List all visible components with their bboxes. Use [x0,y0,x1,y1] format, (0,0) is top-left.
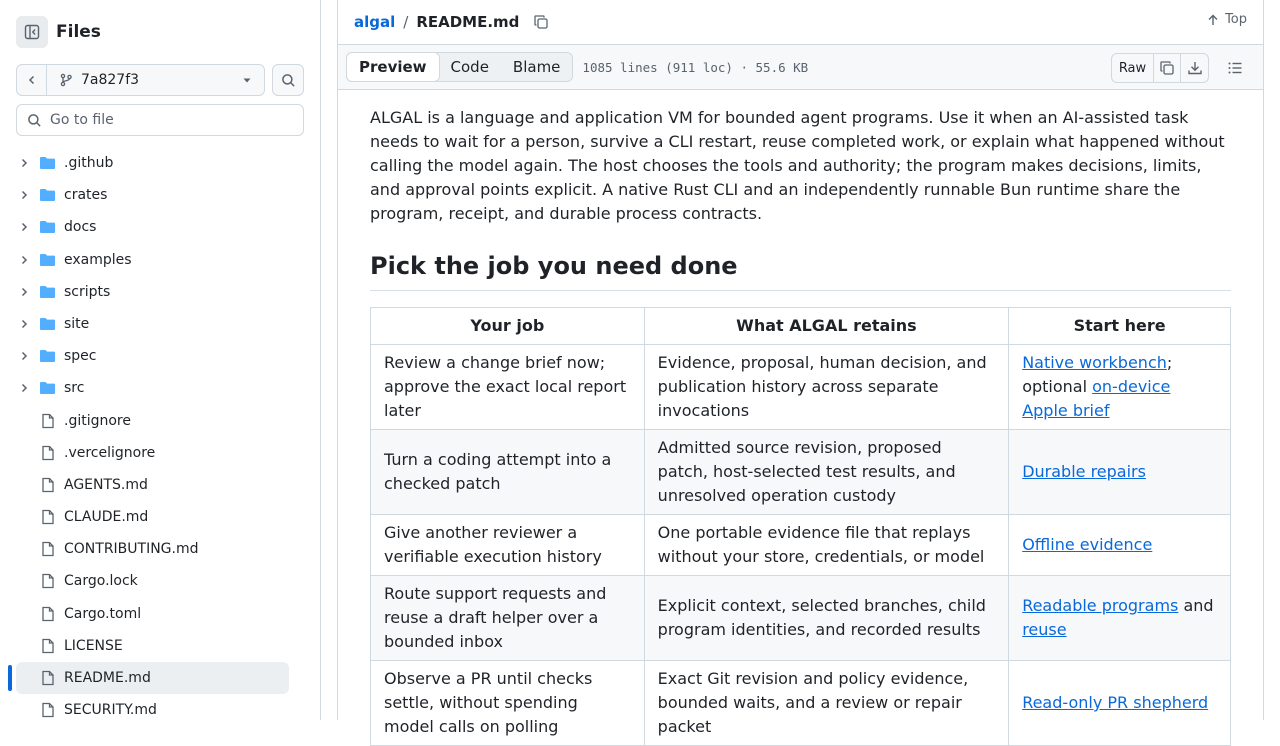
table-cell [1009,345,1231,430]
tree-folder[interactable] [0,179,320,211]
table-link[interactable]: Offline evidence [1022,535,1153,554]
tree-file-label: .vercelignore [64,444,156,461]
copy-path-button[interactable] [529,10,553,34]
tree-file-label: .gitignore [64,412,131,429]
tree-file-label: CONTRIBUTING.md [64,541,199,558]
file-tree-sidebar [0,0,321,720]
search-icon [27,113,42,128]
download-button[interactable] [1181,54,1208,82]
tree-file[interactable] [0,630,320,662]
folder-icon [39,155,56,171]
folder-icon [39,219,56,235]
tree-file[interactable] [0,437,320,469]
tree-file-label: LICENSE [64,637,123,654]
tree-file[interactable] [0,694,320,726]
search-icon [281,73,296,88]
tree-file-label: AGENTS.md [64,476,148,493]
file-icon [40,702,56,718]
tree-file-label: README.md [64,670,151,686]
table-link[interactable]: Read-only PR shepherd [1022,693,1209,712]
arrow-up-icon [1207,14,1219,26]
table-link[interactable]: Native workbench [1022,353,1167,372]
table-header: What ALGAL retains [644,308,1009,345]
folder-icon [39,316,56,332]
go-to-file-input[interactable] [50,112,290,128]
tree-folder[interactable] [0,372,320,404]
table-cell: Route support requests and reuse a draft helper over a bounded inbox [371,576,645,661]
table-cell: Give another reviewer a verifiable execution history [371,515,645,576]
table-cell: Explicit context, selected branches, child program identities, and recorded results [644,576,1009,661]
file-icon [40,670,56,686]
tree-folder-label: docs [64,219,97,236]
search-button[interactable] [272,64,304,96]
table-cell [1009,576,1231,661]
table-header: Start here [1009,308,1231,345]
file-toolbar [338,45,1263,90]
tree-file[interactable] [0,565,320,597]
tree-file-label: CLAUDE.md [64,509,149,526]
breadcrumb-file: README.md [416,13,520,31]
list-outline-icon [1227,60,1243,76]
tree-file-label: Cargo.toml [64,605,142,622]
table-row [371,430,1231,515]
tree-file[interactable] [0,469,320,501]
table-cell: Turn a coding attempt into a checked patch [371,430,645,515]
table-link[interactable]: Readable programs [1022,596,1179,615]
tree-folder-label: examples [64,251,132,268]
chevron-right-icon [18,382,30,394]
tree-folder[interactable] [0,211,320,243]
table-cell: Exact Git revision and policy evidence, bounded waits, and a review or repair packet [644,661,1009,746]
sidebar-header [16,16,101,48]
folder-icon [39,187,56,203]
tab-preview[interactable]: Preview [346,52,440,82]
table-row [371,345,1231,430]
tree-file[interactable] [0,533,320,565]
file-meta: 1085 lines (911 loc) · 55.6 KB [582,59,809,75]
file-actions-group [1111,53,1209,83]
tree-folder-label: src [64,380,85,397]
tree-folder[interactable] [0,308,320,340]
folder-icon [39,252,56,268]
file-icon [40,541,56,557]
chevron-right-icon [18,350,30,362]
tree-folder-label: site [64,315,90,332]
branch-group [16,64,265,96]
folder-icon [39,284,56,300]
tree-folder[interactable] [0,340,320,372]
chevron-right-icon [18,221,30,233]
go-to-file-field[interactable] [16,104,304,136]
chevron-right-icon [18,157,30,169]
table-cell [1009,430,1231,515]
table-cell-text: ; optional [1022,353,1173,396]
table-row [371,661,1231,746]
tab-blame[interactable]: Blame [512,58,561,76]
breadcrumb-repo-link[interactable]: algal [354,13,396,31]
table-header-row [371,308,1231,345]
copy-icon [533,14,549,30]
table-link[interactable]: on-device Apple brief [1022,377,1171,420]
file-icon [40,573,56,589]
table-link[interactable]: reuse [1022,620,1067,639]
branch-row [16,64,304,96]
branch-selector[interactable] [47,65,264,95]
download-icon [1187,60,1203,76]
raw-button[interactable]: Raw [1112,54,1154,82]
tree-folder[interactable] [0,147,320,179]
caret-down-icon [242,75,252,85]
file-view [337,0,1264,736]
table-cell: Review a change brief now; approve the exact local report later [371,345,645,430]
file-icon [40,606,56,622]
back-to-top-link[interactable] [1207,12,1247,27]
chevron-right-icon [18,254,30,266]
tree-file-selected[interactable] [16,662,289,694]
git-branch-icon [59,73,73,87]
table-cell: Admitted source revision, proposed patch, host-selected test results, and unresolved operation custody [644,430,1009,515]
table-cell: Observe a PR until checks settle, without spending model calls on polling [371,661,645,746]
table-cell-text: and [1178,596,1214,615]
table-header: Your job [371,308,645,345]
copy-raw-button[interactable] [1154,54,1181,82]
tree-folder-label: crates [64,187,108,204]
readme-content [338,90,1263,746]
outline-button[interactable] [1223,56,1247,80]
branch-name: 7a827f3 [81,72,140,88]
collapse-sidebar-button[interactable] [16,16,48,48]
breadcrumb-bar [338,0,1263,45]
sidebar-collapse-icon [24,24,40,40]
tree-file[interactable] [0,501,320,533]
table-cell [1009,661,1231,746]
folder-icon [39,348,56,364]
table-row [371,576,1231,661]
tree-folder-label: spec [64,348,97,365]
tree-folder[interactable] [0,244,320,276]
tree-folder-label: scripts [64,283,111,300]
jobs-table [370,307,1231,746]
file-icon [40,638,56,654]
table-link[interactable]: Durable repairs [1022,462,1146,481]
file-icon [40,509,56,525]
tree-file[interactable] [0,405,320,437]
intro-paragraph: ALGAL is a language and application VM for bounded agent programs. Use it when an AI-assisted task needs to wait for a person, survive a CLI restart, reuse completed work, or explain what happened without calling the model again. The host chooses the tools and authority; the program makes decisions, limits, and approval points explicit. A native Rust CLI and an independently runnable Bun runtime share the program, receipt, and durable process contracts. [370,108,1225,223]
tree-file[interactable] [0,598,320,630]
file-tree [0,147,320,726]
section-heading: Pick the job you need done [370,252,1231,291]
chevron-right-icon [18,286,30,298]
view-mode-tabs [346,52,573,82]
file-icon [40,477,56,493]
top-label: Top [1225,12,1247,27]
table-cell: Evidence, proposal, human decision, and publication history across separate invocations [644,345,1009,430]
tree-file-label: Cargo.lock [64,573,138,590]
tree-folder-label: .github [64,155,114,171]
selected-indicator [8,665,12,691]
chevron-right-icon [18,318,30,330]
table-cell: One portable evidence file that replays without your store, credentials, or model [644,515,1009,576]
tree-file-label: SECURITY.md [64,702,157,719]
table-row [371,515,1231,576]
chevron-right-icon [18,189,30,201]
tab-code[interactable]: Code [450,58,489,76]
file-icon [40,413,56,429]
folder-icon [39,380,56,396]
chevron-left-icon [26,74,38,86]
copy-icon [1159,60,1175,76]
back-button[interactable] [17,65,47,95]
file-icon [40,445,56,461]
sidebar-title: Files [56,22,101,42]
table-cell [1009,515,1231,576]
breadcrumb-separator: / [403,13,409,31]
tree-folder[interactable] [0,276,320,308]
